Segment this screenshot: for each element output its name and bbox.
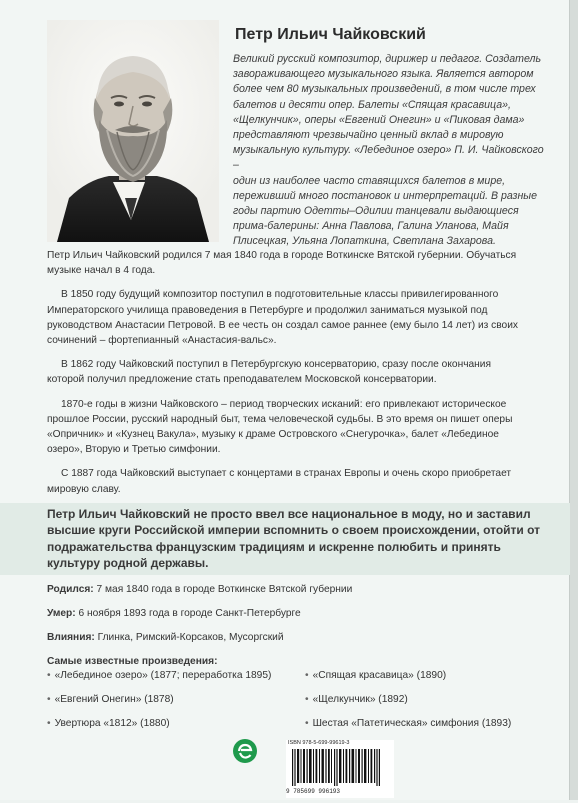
bio-line: «Щелкунчик», оперы «Евгений Онегин» и «Пиковая дама» <box>233 113 525 126</box>
bio-line: переживший много постановок и интерпретаций. В разные <box>233 189 537 202</box>
influences-value: Глинка, Римский-Корсаков, Мусоргский <box>97 632 284 643</box>
tchaikovsky-portrait <box>47 20 219 242</box>
biography-body <box>47 248 529 506</box>
book-spine <box>569 0 578 800</box>
bio-line: годы партию Одетты–Одилии танцевали выдающиеся <box>233 205 519 218</box>
paragraph: Петр Ильич Чайковский родился 7 мая 1840 года в городе Воткинске Вятской губернии. Обучаться музыке начал в 4 года. <box>47 250 517 277</box>
works-list <box>47 670 557 740</box>
page-title: Петр Ильич Чайковский <box>235 26 426 43</box>
influences-label: Влияния: <box>47 632 95 643</box>
publisher-logo-icon <box>232 738 258 764</box>
work-title: «Щелкунчик» (1892) <box>312 694 408 705</box>
work-title: «Лебединое озеро» (1877; переработка 1895) <box>54 670 272 681</box>
born-label: Родился: <box>47 584 94 595</box>
work-title: Шестая «Патетическая» симфония (1893) <box>312 718 512 729</box>
composer-bio <box>233 52 551 250</box>
paragraph: В 1862 году Чайковский поступил в Петербургскую консерваторию, сразу после окончания которой получил предложение стать преподавателем Московской консерватории. <box>47 359 491 386</box>
influences-fact <box>47 632 547 645</box>
died-label: Умер: <box>47 608 76 619</box>
works-heading: Самые известные произведения: <box>47 656 218 667</box>
work-title: Увертюра «1812» (1880) <box>54 718 170 729</box>
bio-line: Великий русский композитор, дирижер и педагог. Создатель <box>233 53 542 65</box>
work-item <box>305 694 408 705</box>
work-item <box>47 694 174 705</box>
bio-line: музыкальную культуру. «Лебединое озеро» П. И. Чайковского – <box>233 144 544 172</box>
work-item <box>47 718 170 729</box>
bullet-icon: • <box>305 670 309 681</box>
isbn-label: ISBN 978-5-699-99619-3 <box>288 740 350 746</box>
bullet-icon: • <box>305 718 309 729</box>
bio-line: представляют чрезвычайно ценный вклад в мировую <box>233 129 504 142</box>
died-fact <box>47 608 547 621</box>
bio-line: балетов и десяти опер. Балеты «Спящая красавица», <box>233 98 511 111</box>
barcode-number: 9 785699 996193 <box>286 788 341 795</box>
bio-line: один из наиболее часто ставящихся балетов в мире, <box>233 174 506 187</box>
paragraph: 1870-е годы в жизни Чайковского – период творческих исканий: его привлекают историческое прошлое России, русский народный быт, тема человеческой судьбы. В это время он пишет оперы «Опричник» и «Кузнец Вакула», музыку к драме Островского «Снегурочка», балет «Лебединое озеро», Вторую и Третью симфонии. <box>47 398 513 456</box>
work-item <box>305 718 511 729</box>
work-title: «Евгений Онегин» (1878) <box>54 694 174 705</box>
facts-section <box>47 584 547 677</box>
work-item <box>47 670 271 681</box>
bullet-icon: • <box>47 718 51 729</box>
died-value: 6 ноября 1893 года в городе Санкт-Петербурге <box>78 608 301 619</box>
work-title: «Спящая красавица» (1890) <box>312 670 447 681</box>
bio-line: завораживающего музыкального языка. Является автором <box>233 68 534 81</box>
bio-line: Плисецкая, Ульяна Лопаткина, Светлана Захарова. <box>233 235 496 248</box>
bio-line: прима-балерины: Анна Павлова, Галина Уланова, Майя <box>233 220 509 233</box>
bullet-icon: • <box>47 670 51 681</box>
paragraph: В 1850 году будущий композитор поступил в подготовительные классы привилегированного Императорского училища правоведения в Петербурге и продолжил заниматься музыкой под руководством Анастасии Петровой. В ее честь он создал самое раннее (ему было 14 лет) из своих сочинений – фортепианный «Анастасия-вальс». <box>47 289 519 347</box>
paragraph: С 1887 года Чайковский выступает с концертами в странах Европы и очень скоро приобретает мировую славу. <box>47 468 512 495</box>
born-value: 7 мая 1840 года в городе Воткинске Вятской губернии <box>96 584 353 595</box>
bullet-icon: • <box>47 694 51 705</box>
work-item <box>305 670 446 681</box>
born-fact <box>47 584 547 597</box>
bullet-icon: • <box>305 694 309 705</box>
highlight-quote: Петр Ильич Чайковский не просто ввел все национальное в моду, но и заставил высшие круги Российской империи вспомнить о своем происхождении, отойти от подражательства французским традициям и искренне полюбить и принять культуру родной державы. <box>47 507 541 571</box>
bio-line: более чем 80 музыкальных произведений, в том числе трех <box>233 83 536 96</box>
